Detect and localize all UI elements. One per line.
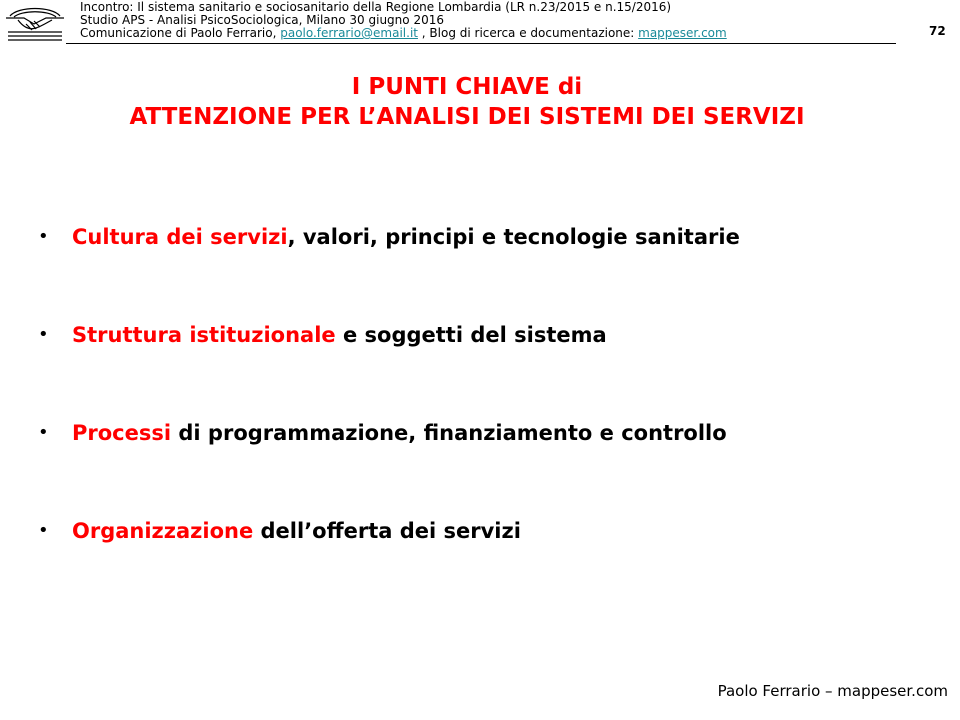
- bullet-text: [72, 516, 521, 546]
- bullet-text: [72, 320, 607, 350]
- handshake-logo-icon: [4, 2, 66, 42]
- bullet-highlight: Struttura istituzionale: [72, 323, 336, 347]
- bullet-highlight: Processi: [72, 421, 172, 445]
- bullet-rest: dell’offerta dei servizi: [253, 519, 521, 543]
- bullet-rest: di programmazione, finanziamento e controllo: [171, 421, 727, 445]
- header-studio-line: Studio APS - Analisi PsicoSociologica, Milano 30 giugno 2016: [80, 13, 444, 27]
- bullet-dot: •: [38, 520, 49, 541]
- slide-footer: Paolo Ferrario – mappeser.com: [717, 682, 948, 700]
- page-number: 72: [929, 24, 946, 38]
- slide-title-line-2: ATTENZIONE PER L’ANALISI DEI SISTEMI DEI SERVIZI: [129, 104, 805, 130]
- email-link[interactable]: paolo.ferrario@email.it: [280, 26, 418, 40]
- bullet-highlight: Cultura dei servizi: [72, 225, 288, 249]
- bullet-dot: •: [38, 226, 49, 247]
- blog-link[interactable]: mappeser.com: [638, 26, 727, 40]
- slide-header: [80, 1, 727, 40]
- header-divider: [66, 43, 896, 44]
- header-event-line: Incontro: Il sistema sanitario e sociosanitario della Regione Lombardia (LR n.23/2015 e n.15/2016): [80, 0, 672, 14]
- header-author-prefix: Comunicazione di Paolo Ferrario,: [80, 26, 281, 40]
- bullet-rest: , valori, principi e tecnologie sanitarie: [287, 225, 740, 249]
- bullet-rest: e soggetti del sistema: [335, 323, 607, 347]
- slide-title-line-1: I PUNTI CHIAVE di: [351, 74, 583, 100]
- header-author-line: [80, 27, 727, 40]
- bullet-text: [72, 418, 727, 448]
- bullet-dot: •: [38, 324, 49, 345]
- header-author-middle: , Blog di ricerca e documentazione:: [417, 26, 639, 40]
- slide-title: [0, 72, 934, 132]
- bullet-highlight: Organizzazione: [72, 519, 254, 543]
- bullet-text: [72, 222, 740, 252]
- bullet-dot: •: [38, 422, 49, 443]
